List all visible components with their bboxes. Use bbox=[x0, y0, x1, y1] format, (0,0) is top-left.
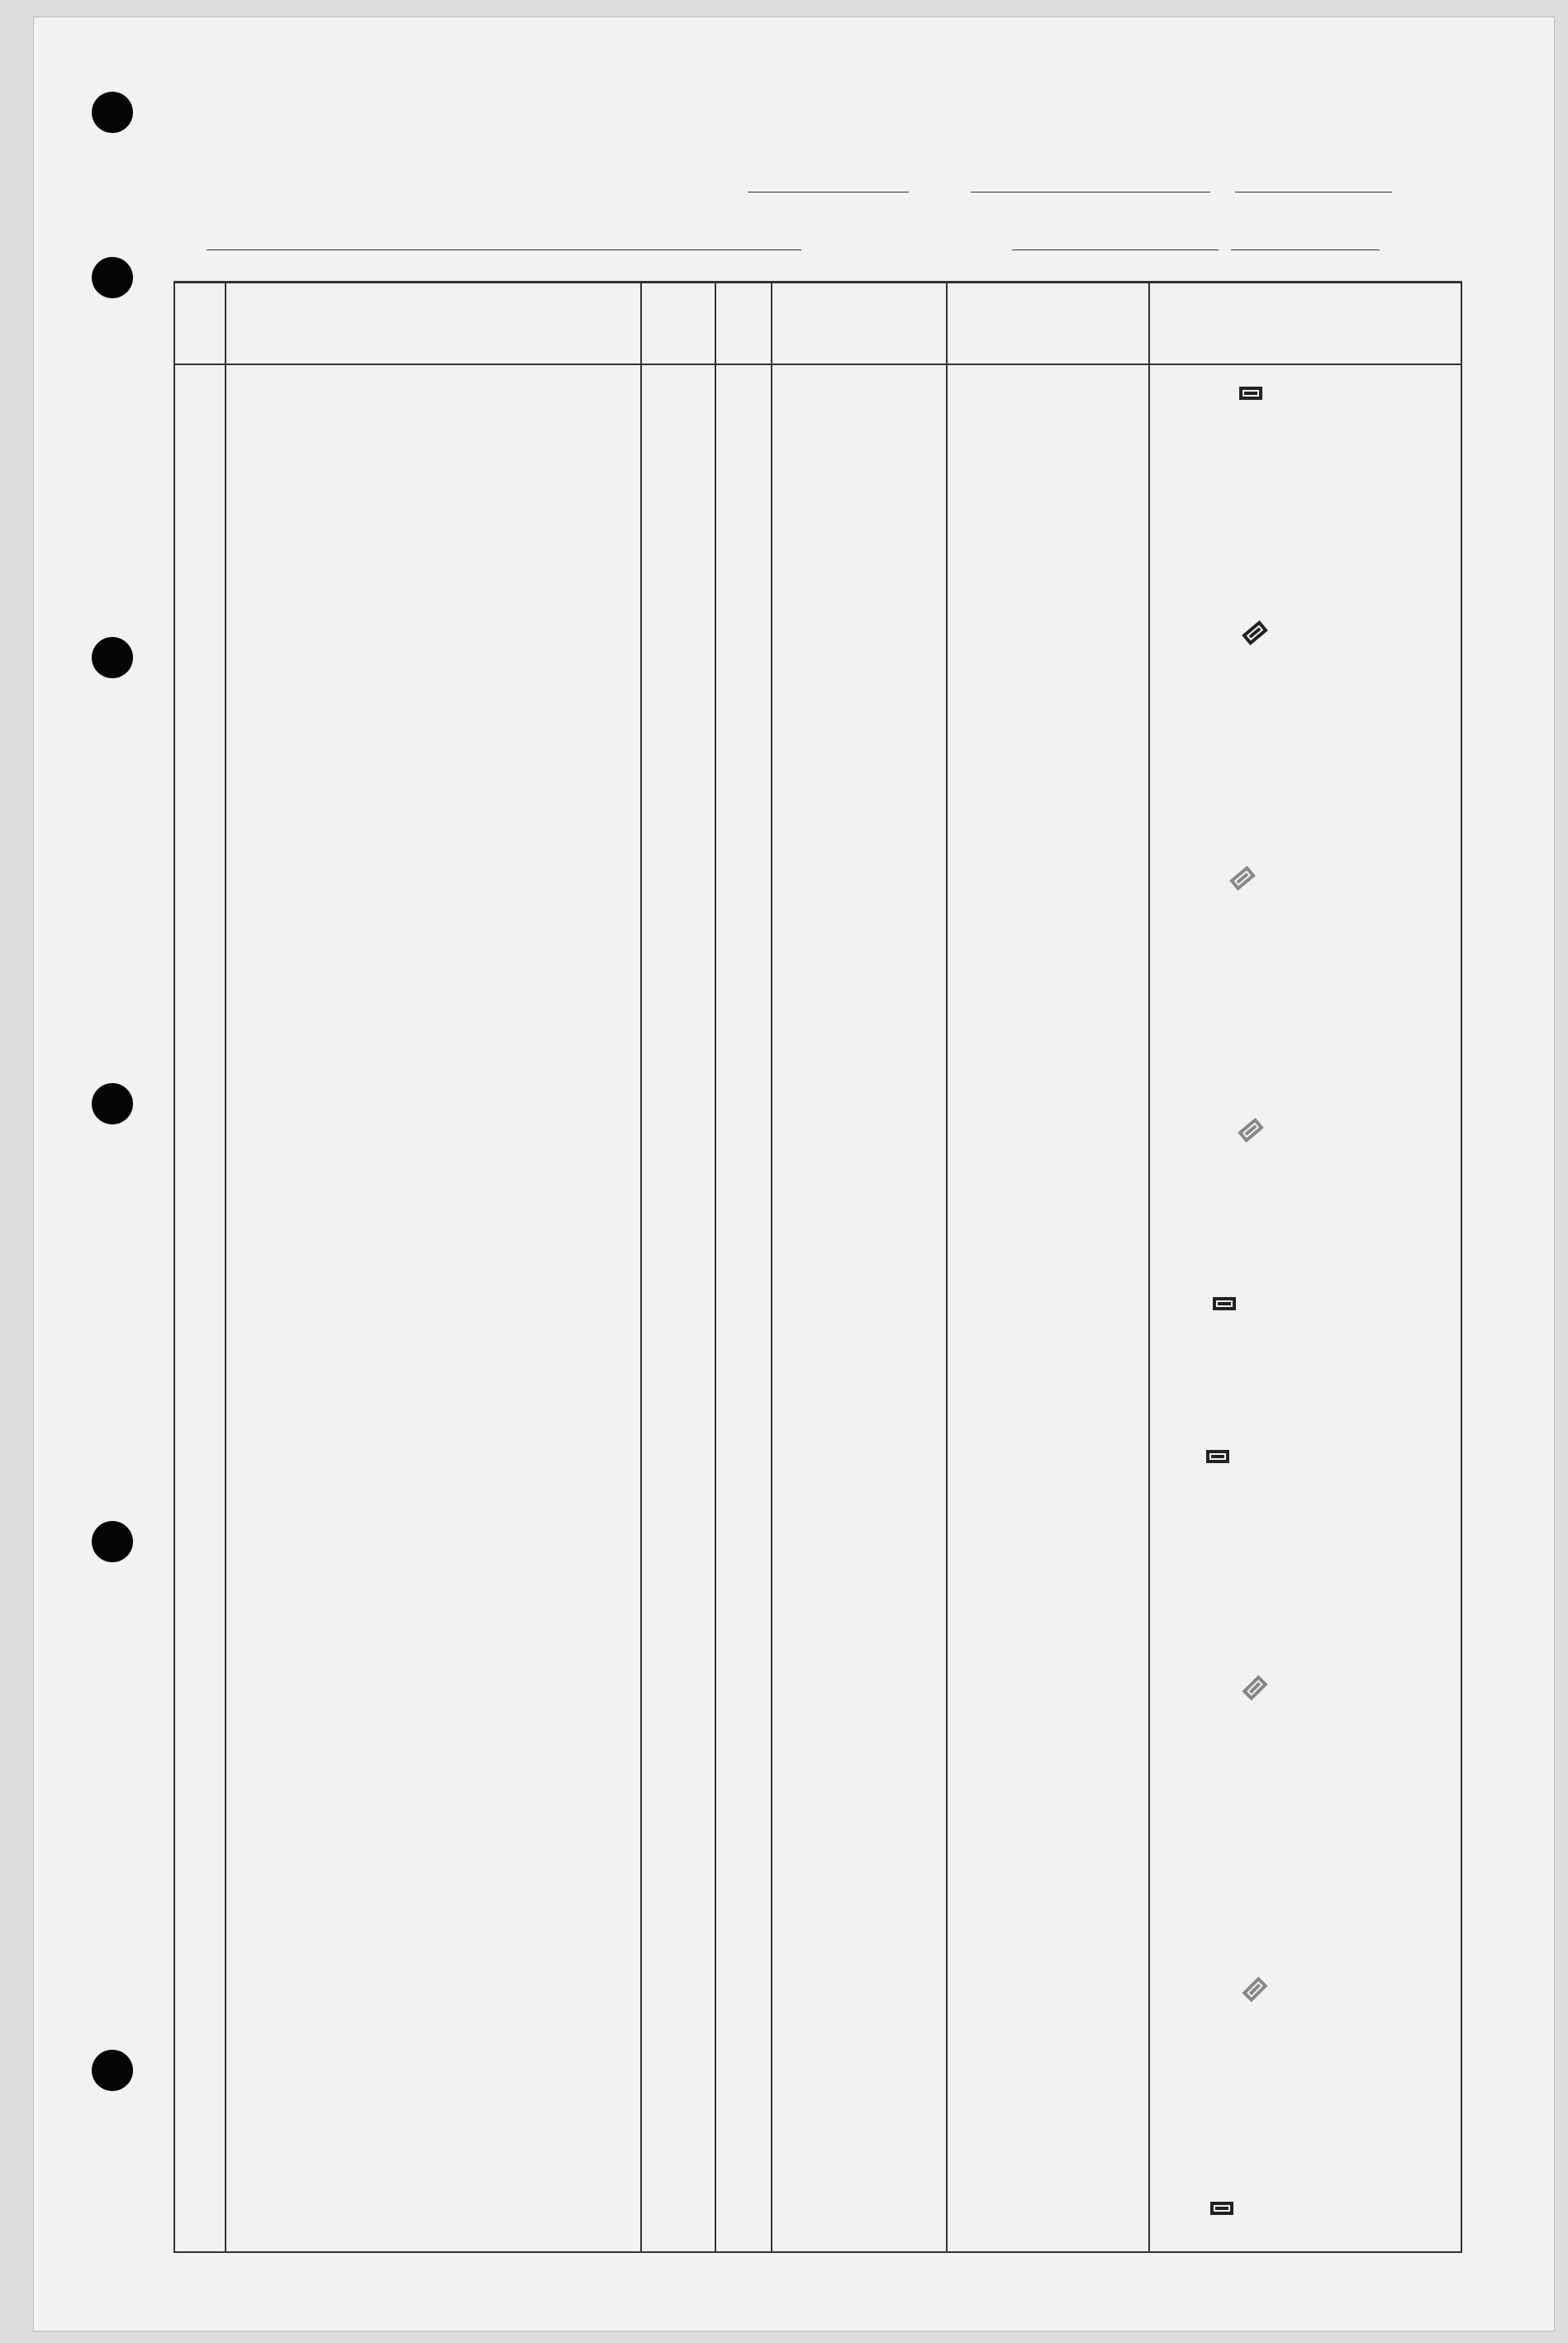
punch-hole-4 bbox=[92, 1083, 133, 1124]
col-divider-married bbox=[715, 281, 716, 2253]
table-bottom-border bbox=[173, 2251, 1462, 2253]
col-divider-left bbox=[173, 281, 175, 2253]
col-divider-baggage bbox=[946, 281, 948, 2253]
punch-hole-6 bbox=[92, 2050, 133, 2091]
punch-hole-3 bbox=[92, 637, 133, 678]
punch-hole-5 bbox=[92, 1521, 133, 1562]
us-cit-stamp-6 bbox=[1206, 1450, 1229, 1463]
col-divider-officers bbox=[1148, 281, 1150, 2253]
table-top-border bbox=[173, 281, 1462, 283]
us-cit-stamp-9 bbox=[1210, 2202, 1233, 2215]
punch-hole-1 bbox=[92, 92, 133, 133]
us-cit-stamp-5 bbox=[1213, 1297, 1236, 1310]
punch-hole-2 bbox=[92, 257, 133, 298]
col-divider-sex bbox=[640, 281, 642, 2253]
col-divider-line bbox=[225, 281, 226, 2253]
us-cit-stamp-1 bbox=[1239, 387, 1262, 400]
col-divider-passport bbox=[771, 281, 772, 2253]
col-divider-right bbox=[1461, 281, 1462, 2253]
table-header-border bbox=[173, 364, 1462, 365]
